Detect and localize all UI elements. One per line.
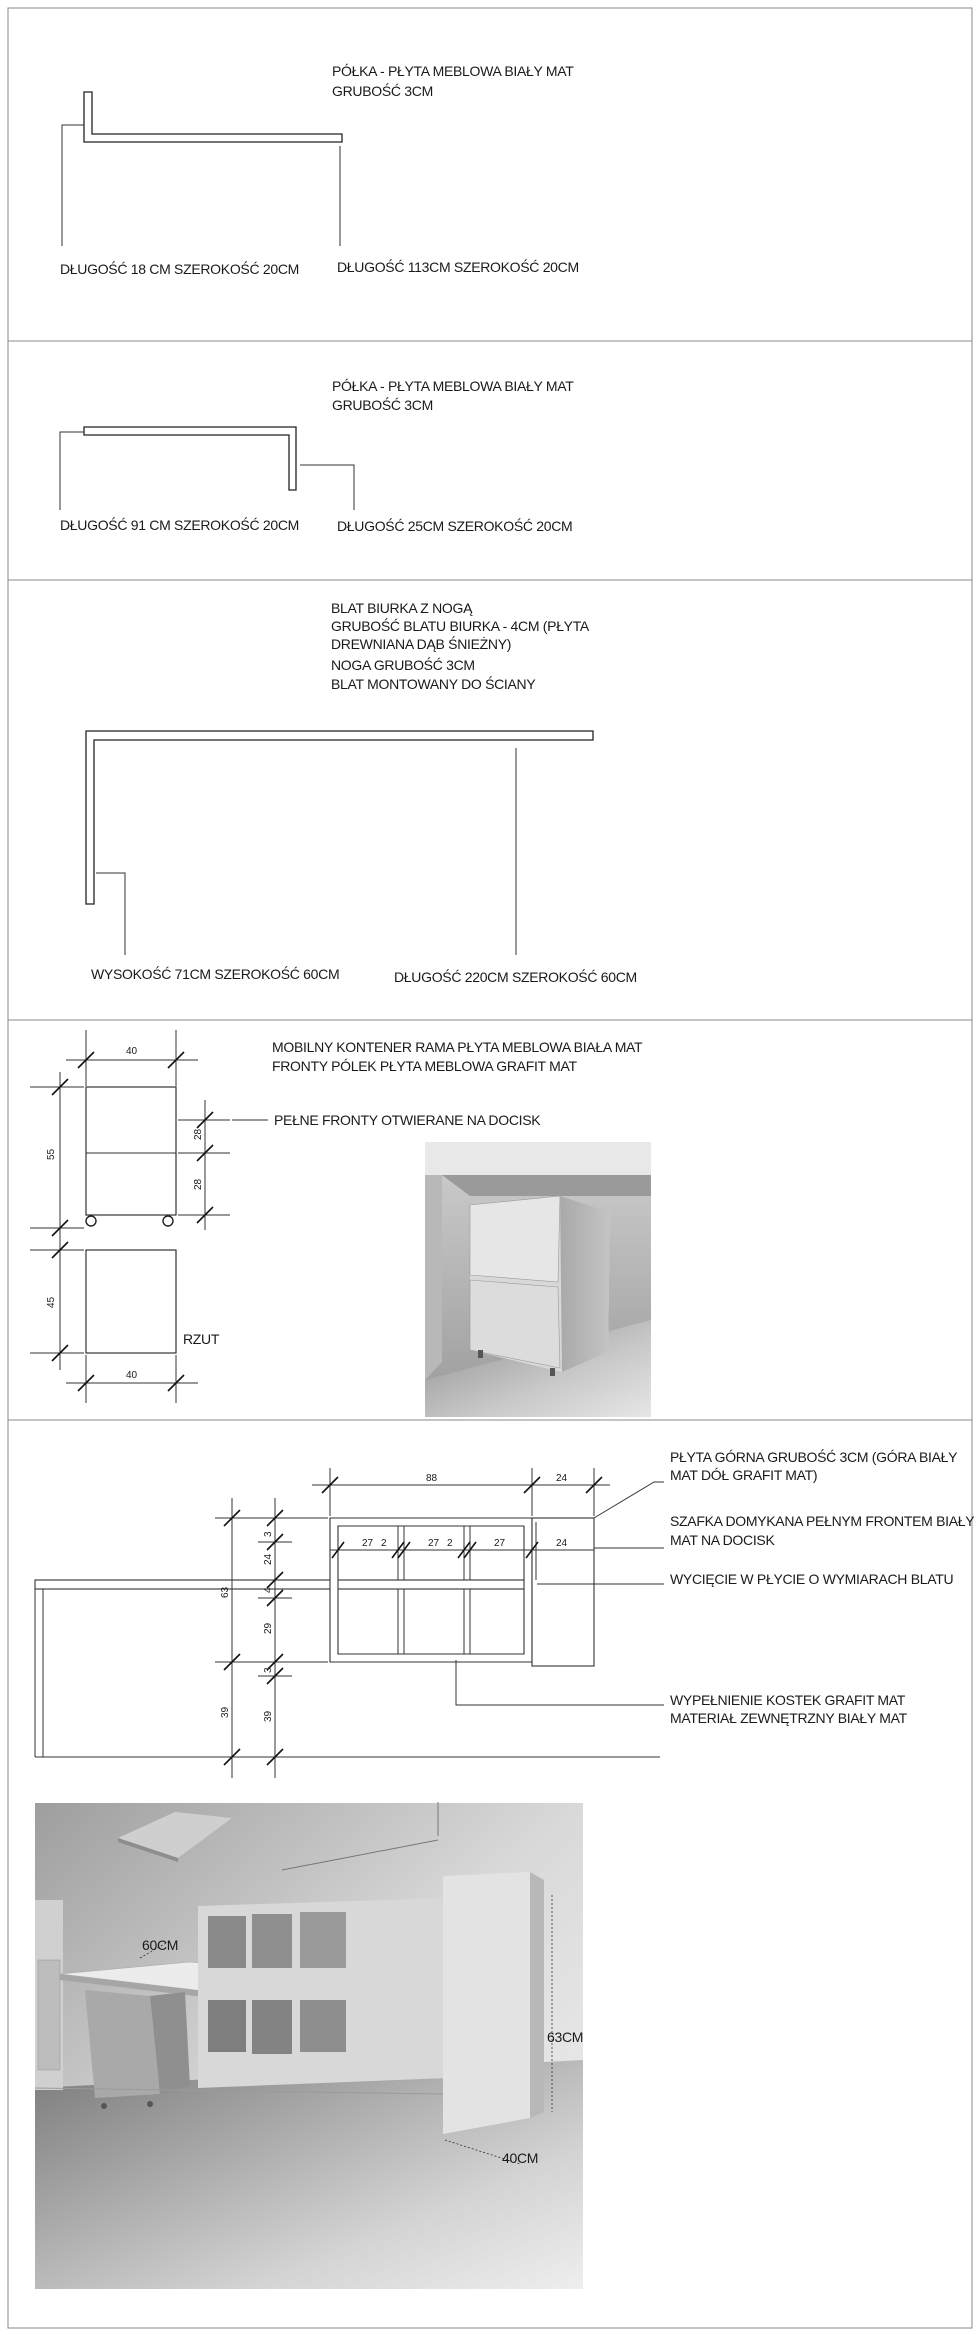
container-render: [425, 1142, 651, 1417]
upper-cell-dim: 24: [263, 1553, 274, 1565]
leader-line: [96, 873, 125, 955]
fill-note-1: WYPEŁNIENIE KOSTEK GRAFIT MAT: [670, 1692, 906, 1708]
shelf-1-thickness: GRUBOŚĆ 3CM: [332, 83, 433, 99]
cabinet-width-dim: 24: [556, 1473, 568, 1484]
total-height-dim: 63: [220, 1586, 231, 1598]
cabinet-note-2: MAT NA DOCISK: [670, 1532, 775, 1548]
leader-line: [62, 125, 84, 246]
shelf-width-dim: 88: [426, 1473, 438, 1484]
plan-width-dim: 40: [126, 1370, 138, 1381]
container-width-dim: 40: [126, 1046, 138, 1057]
desk-top-plate: [35, 1580, 537, 1589]
container-frame-material: MOBILNY KONTENER RAMA PŁYTA MEBLOWA BIAŁA MAT: [272, 1039, 643, 1055]
render-height-label: 63CM: [547, 2029, 584, 2045]
floor-gap-dim: 39: [263, 1710, 274, 1722]
top-plate-note-1: PŁYTA GÓRNA GRUBOŚĆ 3CM (GÓRA BIAŁY: [670, 1449, 958, 1465]
render-width-label: 40CM: [502, 2150, 539, 2166]
front-lower-dim: 28: [193, 1178, 204, 1190]
plan-view-label: RZUT: [183, 1331, 220, 1347]
shelf-2-thickness: GRUBOŚĆ 3CM: [332, 397, 433, 413]
shelf-1-long-size: DŁUGOŚĆ 113CM SZEROKOŚĆ 20CM: [337, 259, 579, 275]
cutout-note: WYCIĘCIE W PŁYCIE O WYMIARACH BLATU: [670, 1571, 954, 1587]
fill-note-2: MATERIAŁ ZEWNĘTRZNY BIAŁY MAT: [670, 1710, 907, 1726]
caster-wheel: [86, 1216, 96, 1226]
section-2-shelf: [60, 378, 574, 534]
leader-line: [60, 432, 84, 510]
shelf-2-title: PÓŁKA - PŁYTA MEBLOWA BIAŁY MAT: [332, 378, 574, 394]
top-plate-note-2: MAT DÓŁ GRAFIT MAT): [670, 1467, 818, 1483]
cabinet-inner-dim: 24: [556, 1538, 568, 1549]
desk-thickness-dim: 4: [263, 1587, 274, 1593]
container-front-material: FRONTY PÓLEK PŁYTA MEBLOWA GRAFIT MAT: [272, 1058, 577, 1074]
desk-material: DREWNIANA DĄB ŚNIEŻNY): [331, 636, 512, 652]
desk-mounting: BLAT MONTOWANY DO ŚCIANY: [331, 676, 536, 692]
leader-line: [300, 465, 354, 510]
render-depth-label: 60CM: [142, 1937, 179, 1953]
section-3-desk: [86, 600, 637, 985]
desk-leg-size: WYSOKOŚĆ 71CM SZEROKOŚĆ 60CM: [91, 966, 340, 982]
gap-1-dim: 2: [381, 1538, 387, 1549]
section-5-shelving: [35, 1448, 975, 1778]
container-plan: [86, 1250, 176, 1353]
section-4-container: [30, 1030, 651, 1417]
shelf-1-short-size: DŁUGOŚĆ 18 CM SZEROKOŚĆ 20CM: [60, 261, 299, 277]
desk-profile: [86, 731, 593, 904]
desk-thickness: GRUBOŚĆ BLATU BIURKA - 4CM (PŁYTA: [331, 618, 589, 634]
shelf-1-title: PÓŁKA - PŁYTA MEBLOWA BIAŁY MAT: [332, 63, 574, 79]
desk-leg-thickness: NOGA GRUBOŚĆ 3CM: [331, 657, 475, 673]
shelf-2-short-size: DŁUGOŚĆ 25CM SZEROKOŚĆ 20CM: [337, 518, 573, 534]
fronts-note: PEŁNE FRONTY OTWIERANE NA DOCISK: [274, 1112, 541, 1128]
lower-height-dim: 39: [220, 1706, 231, 1718]
gap-2-dim: 2: [447, 1538, 453, 1549]
container-elevation: [86, 1087, 176, 1215]
caster-wheel: [163, 1216, 173, 1226]
desk-top-size: DŁUGOŚĆ 220CM SZEROKOŚĆ 60CM: [394, 969, 637, 985]
shelf-2-profile: [84, 427, 296, 490]
leader-line: [456, 1660, 664, 1705]
container-height-dim: 55: [46, 1148, 57, 1160]
cabinet-note-1: SZAFKA DOMYKANA PEŁNYM FRONTEM BIAŁY: [670, 1513, 975, 1529]
shelf-2-long-size: DŁUGOŚĆ 91 CM SZEROKOŚĆ 20CM: [60, 517, 299, 533]
shelf-1-profile: [84, 92, 342, 142]
cell-2-dim: 27: [428, 1538, 440, 1549]
upper-segment-dim: 3: [263, 1531, 274, 1537]
leader-line: [594, 1482, 664, 1518]
front-upper-dim: 28: [193, 1128, 204, 1140]
desk-title: BLAT BIURKA Z NOGĄ: [331, 600, 473, 616]
cell-3-dim: 27: [494, 1538, 506, 1549]
plan-depth-dim: 45: [46, 1296, 57, 1308]
cell-1-dim: 27: [362, 1538, 374, 1549]
bottom-plate-dim: 3: [263, 1667, 274, 1673]
section-1-shelf: [60, 63, 579, 277]
room-render: [35, 1802, 583, 2289]
lower-cell-dim: 29: [263, 1622, 274, 1634]
